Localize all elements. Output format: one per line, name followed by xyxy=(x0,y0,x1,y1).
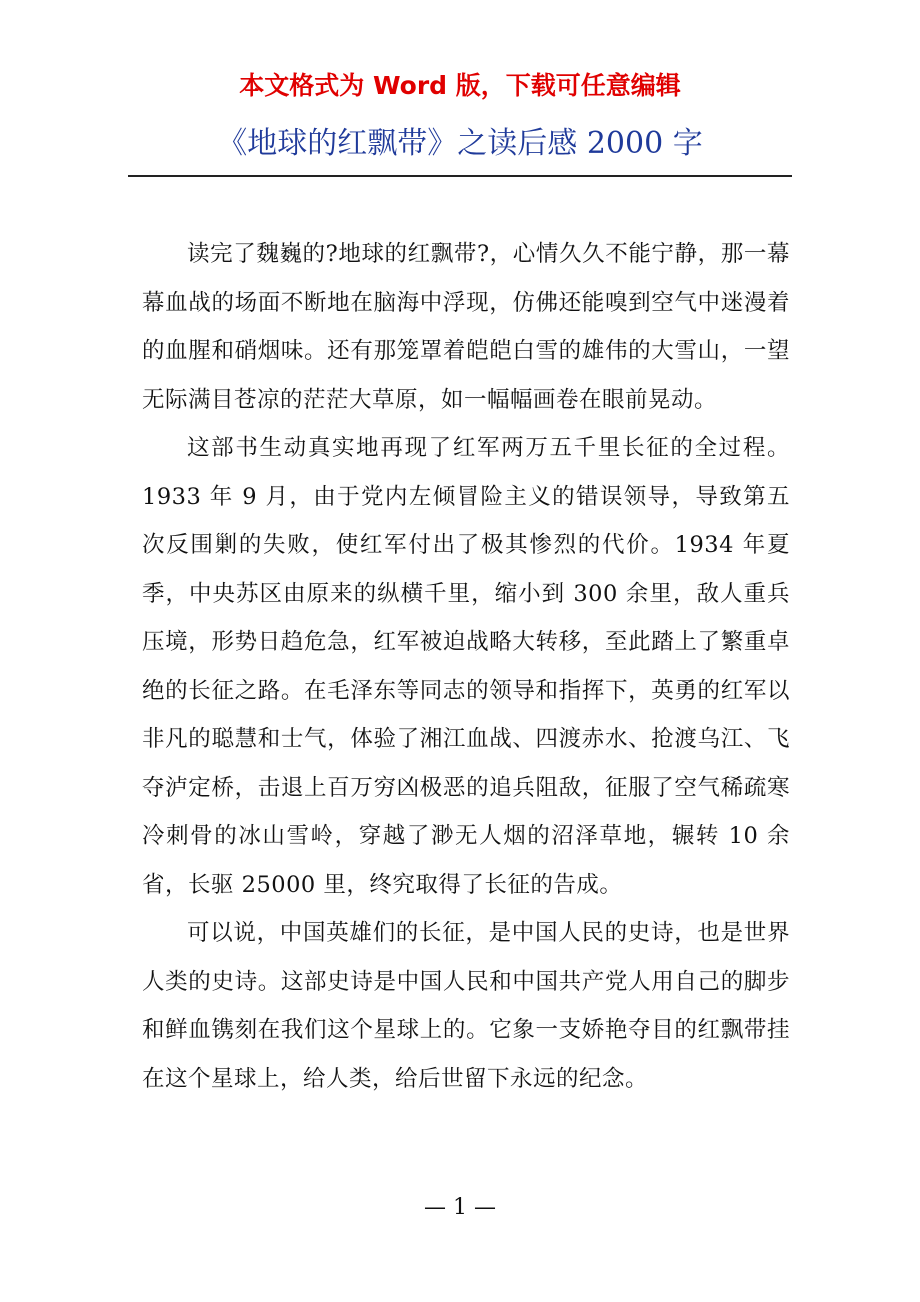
paragraph-2: 这部书生动真实地再现了红军两万五千里长征的全过程。1933 年 9 月，由于党内左倾冒险主义的错误领导，导致第五次反围剿的失败，使红军付出了极其惨烈的代价。1934 年夏季，中央苏区由原来的纵横千里，缩小到 300 余里，敌人重兵压境，形势日趋危急，红军被迫战略大转移，至此踏上了繁重卓绝的长征之路。在毛泽东等同志的领导和指挥下，英勇的红军以非凡的聪慧和士气，体验了湘江血战、四渡赤水、抢渡乌江、飞夺泸定桥，击退上百万穷凶极恶的追兵阻敌，征服了空气稀疏寒冷刺骨的冰山雪岭，穿越了渺无人烟的沼泽草地，辗转 10 余省，长驱 25000 里，终究取得了长征的告成。 xyxy=(142,435,790,898)
document-title: 《地球的红飘带》之读后感 2000 字 xyxy=(217,126,703,161)
document-body xyxy=(142,230,790,1103)
paragraph-3: 可以说，中国英雄们的长征，是中国人民的史诗，也是世界人类的史诗。这部史诗是中国人民和中国共产党人用自己的脚步和鲜血镌刻在我们这个星球上的。它象一支娇艳夺目的红飘带挂在这个星球上，给人类，给后世留下永远的纪念。 xyxy=(142,920,790,1092)
page-number: — 1 — xyxy=(424,1195,496,1220)
format-notice-banner: 本文格式为 Word 版，下载可任意编辑 xyxy=(239,71,681,100)
title-divider xyxy=(128,175,792,177)
paragraph-1: 读完了魏巍的?地球的红飘带?，心情久久不能宁静，那一幕幕血战的场面不断地在脑海中浮现，仿佛还能嗅到空气中迷漫着的血腥和硝烟味。还有那笼罩着皑皑白雪的雄伟的大雪山，一望无际满目苍凉的茫茫大草原，如一幅幅画卷在眼前晃动。 xyxy=(142,241,790,413)
